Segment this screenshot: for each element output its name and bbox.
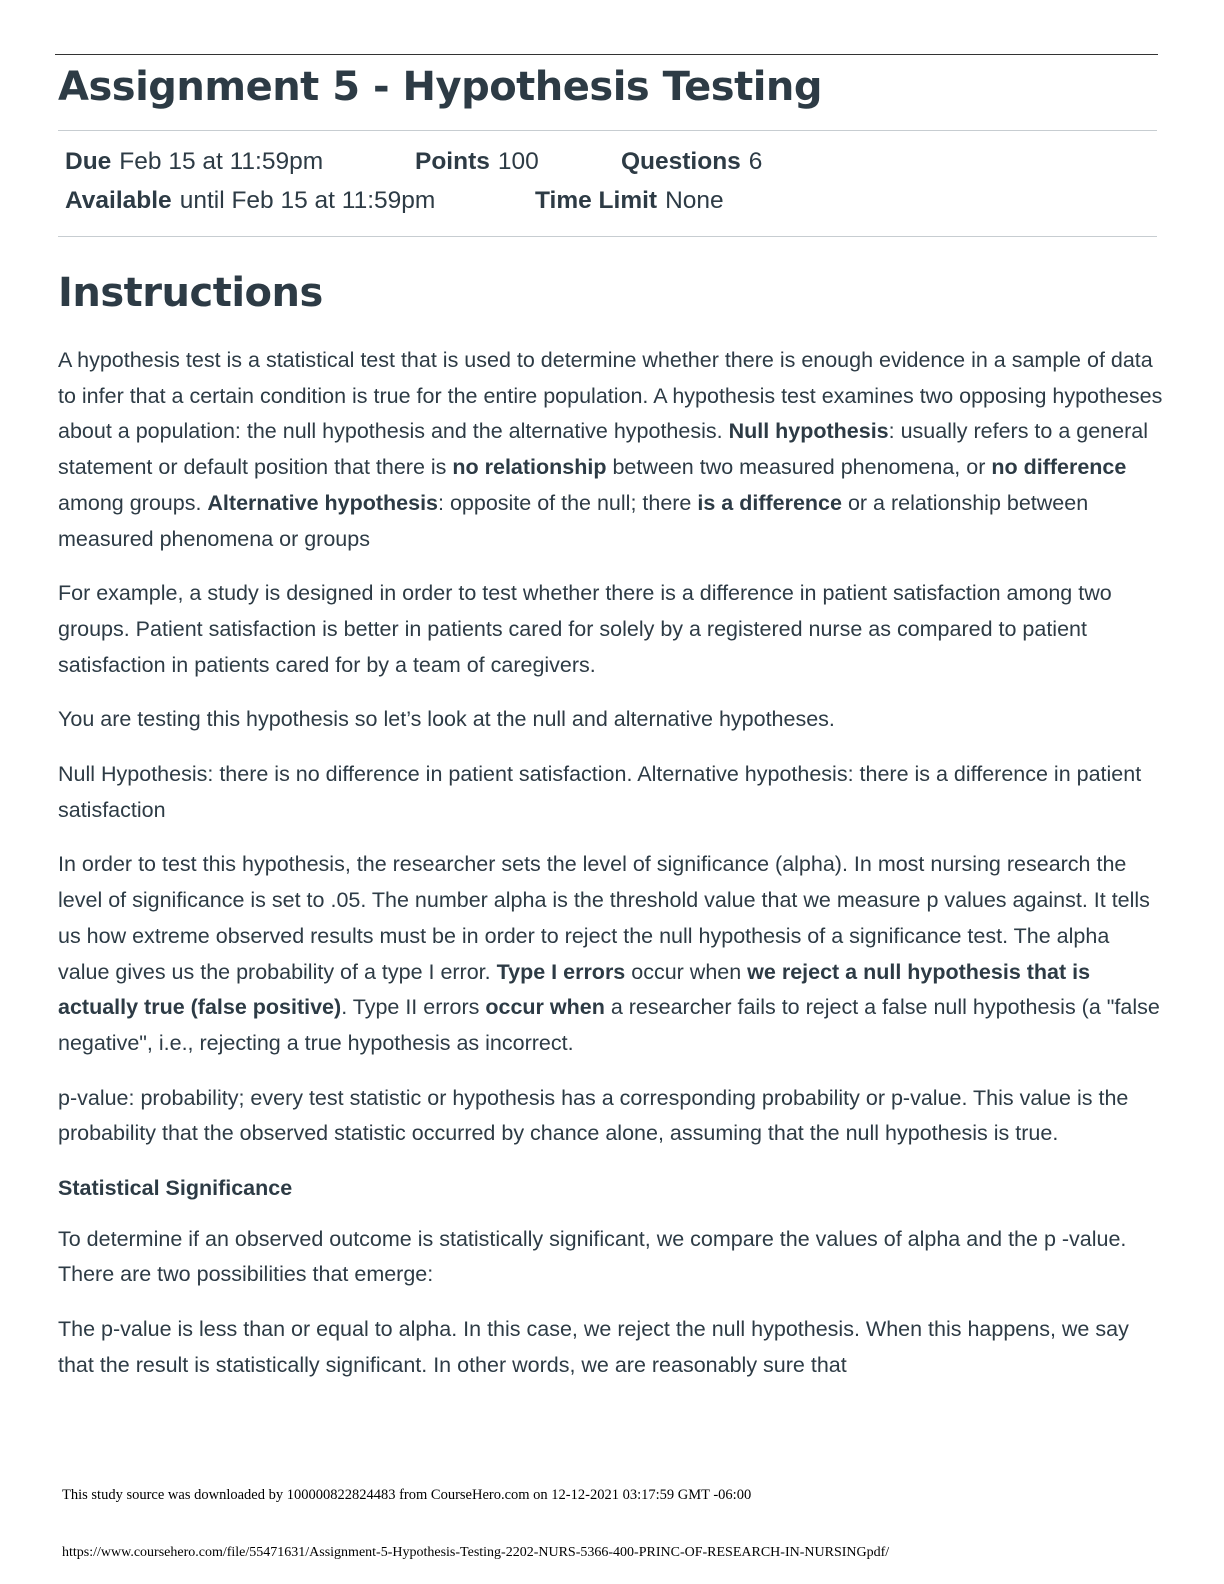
available-label: Available: [65, 187, 172, 214]
points-value: 100: [497, 148, 539, 175]
available-value: until Feb 15 at 11:59pm: [179, 187, 436, 214]
bold-term: no difference: [991, 455, 1127, 480]
text-span: a researcher fails to reject a false null hypothesis (a "false negative", i.e., rejecting a true hypothesis as incorrect.: [58, 995, 1160, 1055]
text-span: . Type II errors: [341, 995, 486, 1020]
paragraph-compare: To determine if an observed outcome is statistically significant, we compare the values of alpha and the p -value. There are two possibilities that emerge:: [58, 1226, 1127, 1287]
questions-detail: [621, 148, 762, 176]
paragraph-significance-level: [58, 847, 1163, 1061]
time-limit-value: None: [665, 187, 724, 214]
paragraph-null-alternative: Null Hypothesis: there is no difference in patient satisfaction. Alternative hypothesis: there is a difference in patient satisfaction: [58, 762, 1142, 822]
text-span: In order to test this hypothesis, the researcher sets the level of significance (alpha). In most nursing research the level of significance is set to .05. The number alpha is the threshold value that we measure p values against. It tells us how extreme observed results must be in order to reject the null hypothesis of a significance test. The alpha value gives us the probability of a type I error.: [58, 852, 1150, 984]
bold-term: occur when: [485, 995, 605, 1020]
points-detail: [415, 148, 539, 176]
text-span: between two measured phenomena, or: [606, 455, 992, 480]
paragraph-hypothesis-definition: [58, 343, 1163, 557]
text-span: : usually refers to a general statement or default position that there is: [58, 419, 1148, 480]
points-label: Points: [415, 148, 490, 175]
due-label: Due: [65, 148, 112, 175]
questions-label: Questions: [621, 148, 741, 175]
page-title: Assignment 5 - Hypothesis Testing: [58, 64, 823, 110]
paragraph-p-value: p-value: probability; every test statistic or hypothesis has a corresponding probability or p-value. This value is the probability that the observed statistic occurred by chance alone, assuming that the null hypothesis is true.: [58, 1085, 1129, 1146]
download-note: This study source was downloaded by 100000822824483 from CourseHero.com on 12-12-2021 03:17:59 GMT -06:00: [62, 1487, 752, 1503]
top-divider: [55, 54, 1158, 55]
text-span: or a relationship between measured phenomena or groups: [58, 490, 1089, 551]
details-divider: [58, 236, 1157, 237]
due-detail: [65, 148, 323, 176]
text-span: A hypothesis test is a statistical test that is used to determine whether there is enough evidence in a sample of data to infer that a certain condition is true for the entire population. A hypothesis test examines two opposing hypotheses about a population: the null hypothesis and the alternative hypothesis.: [58, 348, 1163, 444]
paragraph-testing: You are testing this hypothesis so let’s look at the null and alternative hypotheses.: [58, 707, 835, 732]
text-span: occur when: [625, 959, 748, 984]
source-url: https://www.coursehero.com/file/55471631/Assignment-5-Hypothesis-Testing-2202-NURS-5366-400-PRINC-OF-RESEARCH-IN-NURSINGpdf/: [62, 1545, 890, 1560]
bold-term: is a difference: [697, 490, 842, 515]
bold-term: Type I errors: [496, 959, 626, 984]
text-span: among groups.: [58, 490, 208, 515]
due-value: Feb 15 at 11:59pm: [119, 148, 324, 175]
available-detail: [65, 187, 435, 215]
time-limit-detail: [535, 187, 724, 215]
bold-term: we reject a null hypothesis that is actually true (false positive): [58, 959, 1091, 1020]
text-span: : opposite of the null; there: [438, 490, 698, 515]
bold-term: Null hypothesis: [728, 419, 889, 444]
questions-value: 6: [748, 148, 763, 175]
bold-term: Alternative hypothesis: [207, 490, 438, 515]
time-limit-label: Time Limit: [535, 187, 658, 214]
paragraph-reject-null: The p-value is less than or equal to alpha. In this case, we reject the null hypothesis. When this happens, we say that the result is statistically significant. In other words, we are reasonably sure that: [58, 1317, 1129, 1377]
statistical-significance-heading: Statistical Significance: [58, 1176, 293, 1201]
paragraph-example: For example, a study is designed in order to test whether there is a difference in patient satisfaction among two groups. Patient satisfaction is better in patients cared for solely by a registered nurse as compared to patient satisfaction in patients cared for by a team of caregivers.: [58, 581, 1112, 677]
instructions-body: [58, 343, 1163, 1403]
instructions-heading: Instructions: [58, 270, 323, 316]
title-divider: [58, 130, 1157, 131]
bold-term: no relationship: [452, 455, 607, 480]
